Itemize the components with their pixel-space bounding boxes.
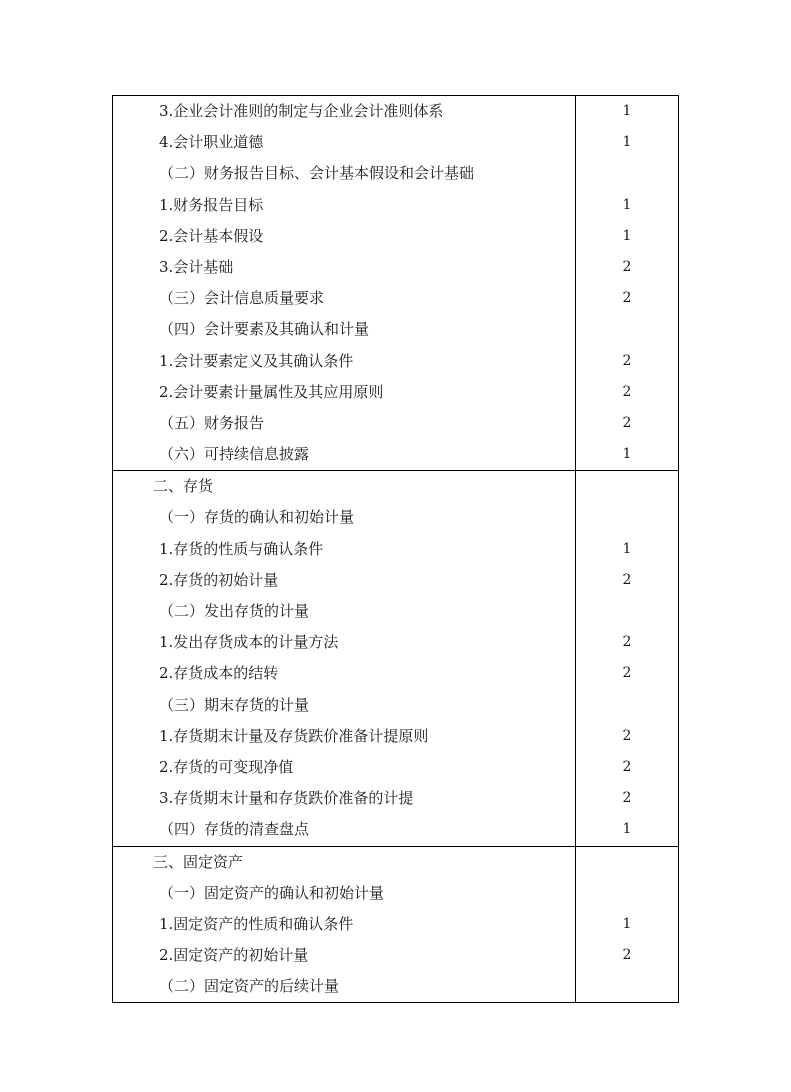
level-value: 2 [622,258,632,275]
topic-cell [113,846,576,1003]
level-value: 2 [622,727,632,744]
section-row [113,96,679,471]
level-value: 2 [622,571,632,588]
topic-label: 1.固定资产的性质和确认条件 [159,914,354,933]
topic-label: （二）发出存货的计量 [159,602,310,620]
syllabus-table-body [113,96,679,1003]
topic-label: 2.会计要素计量属性及其应用原则 [159,382,384,401]
level-value [576,971,678,1002]
topic-label: 1.财务报告目标 [159,195,264,214]
topic-cell [113,471,576,846]
section-heading: 三、固定资产 [153,852,244,871]
topic-label: 1.存货的性质与确认条件 [159,539,324,558]
topic-label: （三）期末存货的计量 [159,695,310,714]
level-value: 1 [622,103,632,119]
section-row [113,471,679,846]
section-heading: 二、存货 [153,477,214,496]
topic-label: 2.存货的初始计量 [159,570,279,589]
topic-label: 1.存货期末计量及存货跌价准备计提原则 [159,726,429,745]
topic-label: （四）会计要素及其确认和计量 [159,320,370,339]
level-value: 2 [622,352,632,369]
level-cell [576,96,679,471]
level-cell [576,846,679,1003]
topic-label: （二）固定资产的后续计量 [159,977,340,996]
topic-cell [113,96,576,471]
level-value: 2 [622,665,632,682]
topic-label: 3.企业会计准则的制定与企业会计准则体系 [159,102,444,120]
level-value: 1 [622,446,632,463]
topic-label: （三）会计信息质量要求 [159,289,325,308]
topic-label: （五）财务报告 [159,413,265,432]
level-value: 1 [622,821,632,838]
topic-label: 4.会计职业道德 [159,133,264,152]
level-value: 2 [622,290,632,307]
topic-label: （一）固定资产的确认和初始计量 [159,883,385,902]
level-value [576,471,678,502]
level-value: 1 [622,227,632,244]
level-value [576,502,678,533]
topic-label: （二）财务报告目标、会计基本假设和会计基础 [159,164,475,183]
section-row [113,846,679,1003]
level-cell [576,471,679,846]
syllabus-table [112,95,679,1003]
level-value [576,847,678,878]
level-value: 1 [622,540,632,557]
topic-label: 1.发出存货成本的计量方法 [159,633,339,652]
level-value [576,314,678,345]
level-value: 2 [622,790,632,807]
level-value: 2 [622,947,632,964]
level-value: 1 [622,915,632,932]
topic-label: 3.存货期末计量和存货跌价准备的计提 [159,789,414,808]
level-value [576,158,678,189]
level-value: 2 [622,414,632,431]
level-value [576,690,678,721]
topic-label: 2.存货的可变现净值 [159,757,294,776]
level-value [576,596,678,627]
topic-label: 3.会计基础 [159,257,234,276]
topic-label: 1.会计要素定义及其确认条件 [159,351,354,370]
topic-label: （四）存货的清查盘点 [159,820,310,839]
topic-label: （一）存货的确认和初始计量 [159,508,355,527]
level-value: 2 [622,758,632,775]
topic-label: （六）可持续信息披露 [159,445,310,464]
level-value: 1 [622,196,632,213]
level-value: 2 [622,634,632,651]
level-value [576,878,678,909]
level-value: 2 [622,383,632,400]
level-value: 1 [622,134,632,151]
topic-label: 2.存货成本的结转 [159,664,279,683]
topic-label: 2.会计基本假设 [159,226,264,245]
topic-label: 2.固定资产的初始计量 [159,946,309,965]
